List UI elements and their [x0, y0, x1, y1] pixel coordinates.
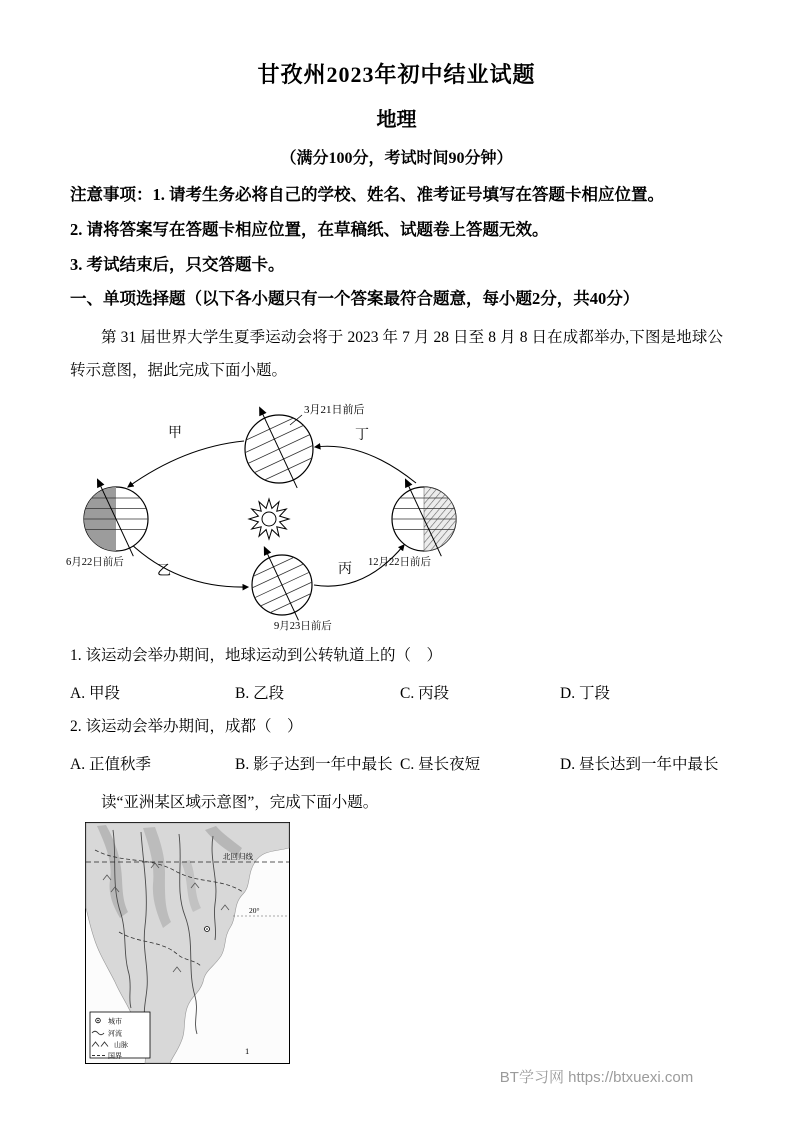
legend-border-label: 国界 [108, 1051, 122, 1060]
exam-subject: 地理 [376, 109, 417, 131]
orbit-arrow-jia [128, 441, 244, 487]
segment-label-ding: 丁 [355, 428, 369, 444]
legend-city-dot [97, 1019, 99, 1021]
sun-icon [249, 499, 289, 539]
date-label-bottom: 9月23日前后 [274, 621, 332, 633]
legend-mountain-label: 山脉 [114, 1040, 128, 1049]
segment-label-yi: 乙 [157, 564, 171, 580]
earth-june-icon [84, 477, 148, 558]
map-legend [90, 1012, 150, 1060]
question-2-options [70, 752, 723, 774]
q2-option-b: B. 影子达到一年中最长 [235, 755, 393, 773]
segment-label-jia: 甲 [168, 426, 182, 442]
footer-watermark: BT学习网 https://btxuexi.com [499, 1069, 694, 1086]
question-1-options [70, 681, 723, 703]
q1-option-d: D. 丁段 [560, 684, 610, 702]
exam-meta: （满分100分，考试时间90分钟） [280, 150, 513, 167]
latitude-label: 20° [249, 905, 260, 915]
map-page-number: 1 [245, 1045, 250, 1056]
notice-line-1: 注意事项：1. 请考生务必将自己的学校、姓名、准考证号填写在答题卡相应位置。 [70, 185, 664, 204]
tropic-label: 北回归线 [223, 851, 253, 861]
notice-line-2: 2. 请将答案写在答题卡相应位置，在草稿纸、试题卷上答题无效。 [70, 219, 549, 239]
asia-region-map [85, 822, 290, 1064]
q1-option-a: A. 甲段 [70, 684, 120, 702]
date-label-left: 6月22日前后 [66, 557, 124, 569]
city-marker-icon [205, 926, 210, 931]
orbit-arrow-ding [315, 446, 416, 483]
earth-december-icon [392, 477, 456, 558]
exam-notices [70, 183, 723, 277]
q2-option-c: C. 昼长夜短 [400, 755, 481, 773]
q1-option-c: C. 丙段 [400, 684, 450, 702]
notice-line-3: 3. 考试结束后，只交答题卡。 [70, 254, 285, 274]
question-2-text: 2. 该运动会举办期间，成都（ ） [70, 717, 303, 735]
legend-city-label: 城市 [108, 1017, 122, 1026]
date-label-top: 3月21日前后 [304, 404, 365, 417]
q1-option-b: B. 乙段 [235, 684, 285, 702]
section-heading: 一、单项选择题（以下各小题只有一个答案最符合题意，每小题2分，共40分） [70, 289, 640, 309]
question-1-text: 1. 该运动会举办期间，地球运动到公转轨道上的（ ） [70, 647, 443, 665]
region-map-container [85, 822, 723, 1069]
earth-autumn-icon [237, 533, 326, 633]
question-group-intro: 第 31 届世界大学生夏季运动会将于 2023 年 7 月 28 日至 8 月 8 日在成都举办,下图是地球公转示意图，据此完成下面小题。 [70, 329, 723, 379]
map-intro: 读“亚洲某区域示意图”，完成下面小题。 [101, 793, 379, 811]
legend-river-label: 河流 [108, 1029, 122, 1038]
exam-title: 甘孜州2023年初中结业试题 [257, 62, 536, 87]
orbit-diagram-container [64, 397, 723, 642]
earth-revolution-diagram [64, 397, 494, 637]
orbit-arrow-yi [130, 543, 248, 587]
segment-label-bing: 丙 [338, 562, 352, 578]
q2-option-d: D. 昼长达到一年中最长 [560, 755, 719, 773]
q2-option-a: A. 正值秋季 [70, 755, 151, 773]
date-label-right: 12月22日前后 [368, 557, 431, 569]
